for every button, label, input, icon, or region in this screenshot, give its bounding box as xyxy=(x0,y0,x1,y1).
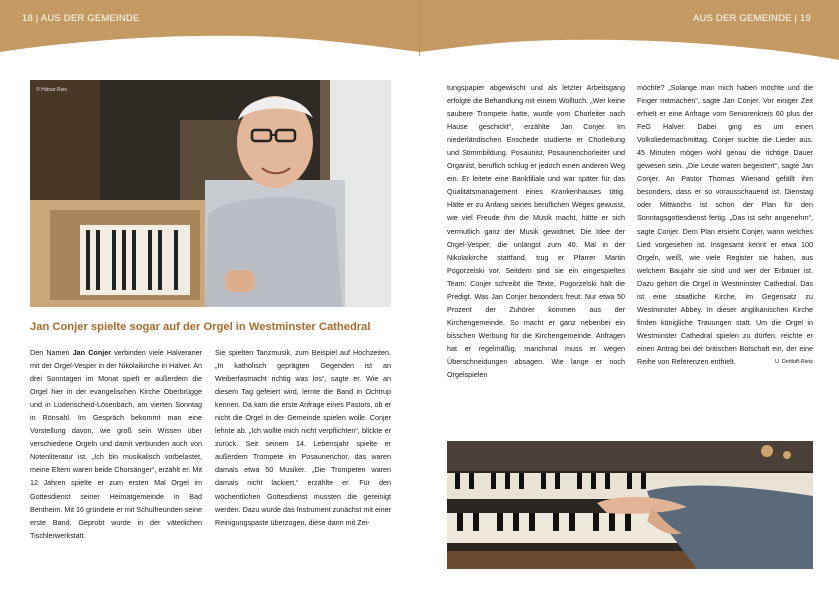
header-left-page: 18 | AUS DER GEMEINDE xyxy=(22,13,140,24)
article-column-2 xyxy=(215,346,391,529)
column1-text: verbinden viele Halveraner mit der Orgel-Vesper in der Nikolaikirche in Halver. An drei Sonntagen im Monat spielt er außerdem die Orgel hier in der evangelischen Kirche Oberbrügge und in Lüdenscheid-Lösenbach, am vierten Sonntag in Rönsahl. Im Gespräch bekommt man eine Vorstellung davon, wie groß sein Wissen über verschiedene Orgeln und damit verbunden auch von Notenliteratur ist. „Ich bin musikalisch vorbelastet, meine Eltern waren beide Chorsänger“, erzählt er. Mit 12 Jahren spielte er zum ersten Mal Orgel im Gottesdienst seiner Heimatgemeinde in Bad Bentheim. Mit 16 gründete er mit Schulfreunden seine erste Band. Geprobt wurde in der väterlichen Tischlerwerkstatt. xyxy=(30,348,202,540)
organ-keys xyxy=(80,225,190,295)
photo-organist xyxy=(30,80,391,307)
article-column-4 xyxy=(637,81,813,369)
header-band xyxy=(0,0,839,75)
article-column-3 xyxy=(447,81,625,381)
person-name: Jan Conjer xyxy=(72,348,111,357)
photo-credit: © Hilmar Ries xyxy=(36,87,67,93)
column2-text: Sie spielten Tanzmusik, zum Beispiel auf Hochzeiten. „In katholisch geprägten Gegenden ist an Weiberfastnacht richtig was los“, sagte er. Wie an diesem Tag gefeiert wird, lernte die Band in Ochtrup kennen. Da kam die erste Anfrage eines Pastors, ob er nicht die Orgel in der Gemeinde spielen wolle. Conjer lehnte ab. „Ich wollte mich nicht verpflichten“, blickte er zurück. Seit seinem 14. Lebensjahr spielte er außerdem Trompete im Posaunenchor, das waren damals etwa 50 Musiker. „Die Trompeten waren damals nicht lackiert,“ erzählte er. Für den wöchentlichen Gottesdienst mussten die gereinigt werden. Dazu wurde das Instrument zunächst mit einer Reinigungspaste überzogen, diese dann mit Zei- xyxy=(215,348,391,527)
header-right-page: AUS DER GEMEINDE | 19 xyxy=(692,13,811,24)
photo-organ-keys xyxy=(447,441,813,569)
column1-lead: Den Namen xyxy=(30,348,73,357)
column4-text: möchte? „Solange man mich haben möchte und die Finger mitmachen“, sagte Jan Conjer. Vor einiger Zeit erhielt er eine Anfrage vom Seniorenkreis 60 plus der FeG Halver. Dabei ging es um einen Volksliedernachmittag. Conjer suchte die Lieder aus. 45 Minuten mögen wohl genau die richtige Dauer gewesen sein. „Die Leute waren begeistert“, sagte Jan Conjer. An Pastor Thomas Wienand gefällt ihm besonders, dass er so vorausschauend ist. Dienstag oder Mittwochs ist schon der Plan für den Sonntagsgottesdienst fertig. „Das ist sehr angenehm“, sagte Conjer. Dem Plan ersieht Conjer, wann welches Lied vorgesehen ist. Insgesamt kennt er etwa 100 Orgeln, weiß, wie viele Register sie haben, aus welchem Baujahr sie sind und wer der Erbauer ist. Dazu gehört die Orgel in Westminster Cathedral. Das ist eine staatliche Kirche, im Gegensatz zu Westminster Abbey. In dieser anglikanischen Kirche finden königliche Trauungen statt. Um die Orgel in Westminster Cathedral spielen zu dürfen, reichte er einen Antrag bei der britischen Botschaft ein, der eine Reihe von Referenzen enthielt. xyxy=(637,83,813,366)
column3-text: tungspapier abgewischt und als letzter Arbeitsgang erfolgte die Behandlung mit einem Wolltuch. „Wer keine saubere Trompete hatte, wurde vom Chorleiter nach Hause geschickt“, erzählte Jan Conjer. Im niederländischen Enschede studierte er Chorleitung und Stimmbildung. Posaunist, Posaunenchorleiter und Organist, beruflich schlug er jedoch einen anderen Weg ein. Er leitete eine Bankfiliale und war später für das Qualitätsmanagement eines Krankenhauses tätig. Hätte er zu Anfang seines beruflichen Weges gewusst, wie viel Freude ihm die Musik macht, hätte er sich vermutlich ganz der Musik gewidmet. Die Idee der Orgel-Vesper, die unlängst zum 40. Mal in der Nikolaikirche stattfand, trug er Pfarrer Martin Pogorzelski vor. Seitdem sind sie ein eingespieltes Team: Conjer schreibt die Texte, Pogorzelski hält die Predigt. Was Jan Conjer besonders freut: Nur etwa 50 Prozent der Zuhörer kommen aus der Kirchengemeinde. So macht er ganz nebenbei ein bisschen Werbung für die Kirchengemeinde. Anfragen hat er regelmäßig, manchmal muss er wegen Überschneidungen absagen. Wie lange er noch Orgelspielen xyxy=(447,83,625,380)
article-column-1 xyxy=(30,346,202,542)
author-credit: U. Dettlaff-Rietz xyxy=(775,358,813,365)
article-headline: Jan Conjer spielte sogar auf der Orgel in Westminster Cathedral xyxy=(30,321,371,333)
